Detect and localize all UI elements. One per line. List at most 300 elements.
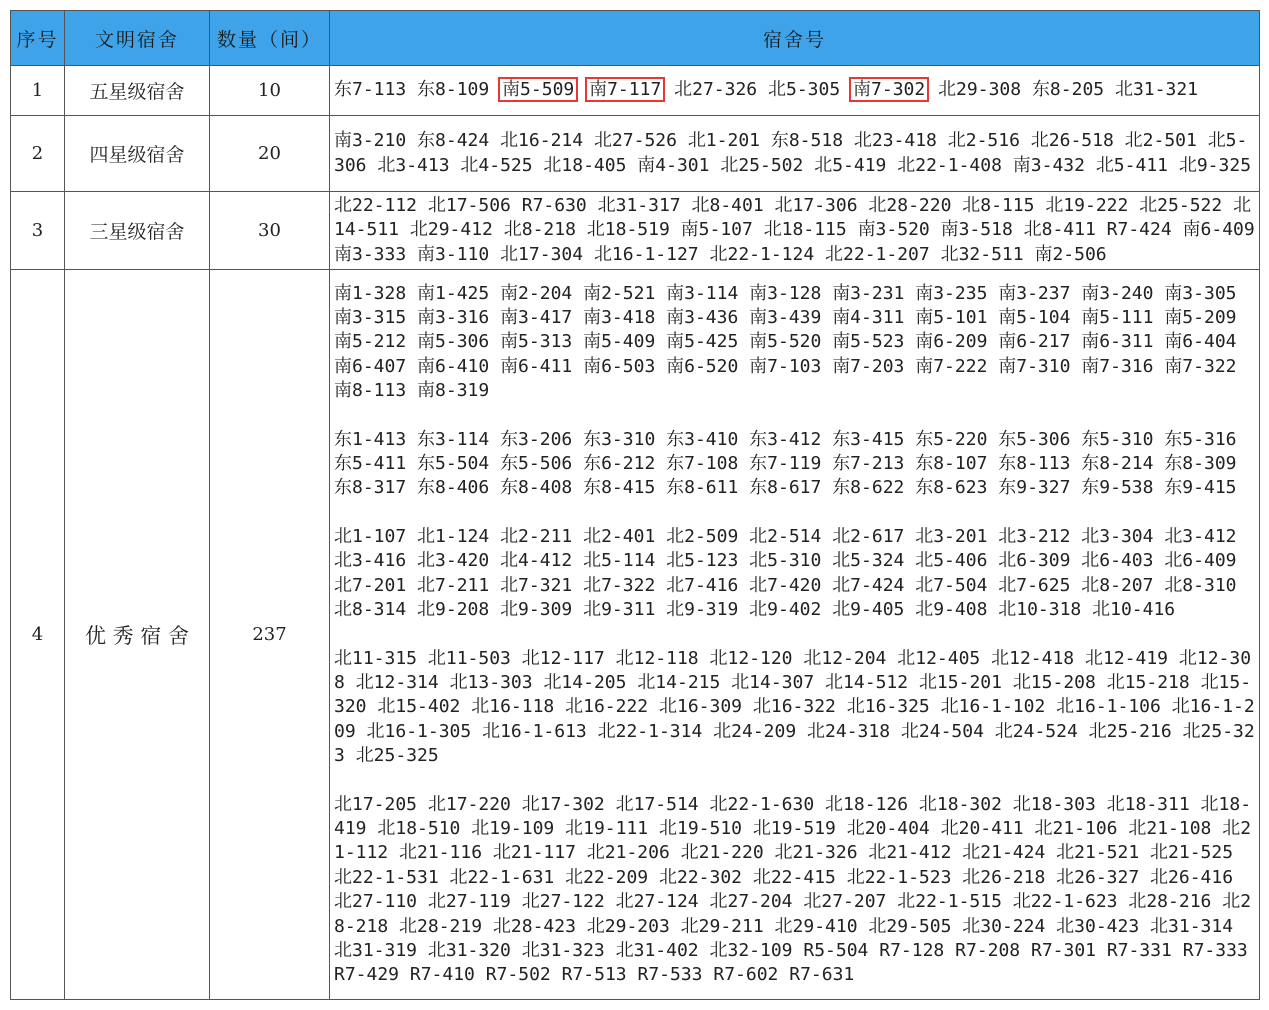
room-code: 北5-305: [768, 79, 841, 101]
room-code: 北22-1-207: [825, 243, 930, 265]
room-code: 北5-123: [666, 550, 739, 572]
room-code: 北20-404: [846, 817, 930, 839]
room-code: 南5-306: [417, 331, 490, 353]
room-code: 南5-212: [334, 331, 407, 353]
room-code: 北3-201: [915, 525, 988, 547]
room-code: 北14-512: [825, 671, 909, 693]
room-code: 南5-523: [832, 331, 905, 353]
room-code: 东8-205: [1031, 79, 1105, 101]
room-code: 南4-311: [832, 307, 905, 329]
room-code: 北25-216: [1088, 720, 1172, 742]
room-code: 北22-1-623: [1012, 891, 1118, 913]
room-code: 南4-301: [637, 154, 710, 176]
room-code: R7-631: [789, 964, 855, 986]
room-code: 东3-206: [500, 428, 573, 450]
room-code: 南6-503: [583, 355, 656, 377]
room-code: 北22-1-515: [897, 891, 1002, 913]
room-code: 北18-419: [334, 793, 1252, 839]
room-code: 北21-220: [680, 842, 764, 864]
room-code: 北8-310: [1164, 574, 1237, 596]
room-code: 北22-415: [752, 866, 836, 888]
room-code: 北28-423: [492, 915, 576, 937]
room-code: 北17-306: [774, 195, 858, 216]
room-code: 北17-302: [521, 793, 605, 815]
room-code: R7-630: [521, 195, 587, 216]
room-code: 南3-333: [334, 243, 407, 265]
room-code: 北20-411: [940, 817, 1024, 839]
room-code: R7-513: [561, 964, 627, 986]
room-code: 北1-201: [687, 130, 760, 152]
room-code: 北16-309: [658, 696, 743, 718]
room-code: 南3-520: [857, 219, 930, 241]
room-code: R7-410: [409, 964, 475, 986]
row-category: 五星级宿舍: [65, 66, 210, 116]
room-code: 北21-424: [962, 842, 1046, 864]
room-code: 北12-314: [355, 671, 439, 693]
room-code: R7-429: [334, 964, 400, 986]
room-code: 南3-316: [417, 307, 490, 329]
room-code: 北16-1-102: [940, 696, 1046, 718]
room-code: 北7-416: [666, 574, 739, 596]
room-code: R7-208: [955, 939, 1021, 961]
room-code: 南7-103: [749, 355, 822, 377]
room-code: 北28-220: [868, 195, 952, 216]
room-code: 南5-409: [583, 331, 656, 353]
room-code: 东7-213: [832, 453, 905, 475]
room-code: 北27-526: [593, 130, 677, 152]
room-code: 北22-112: [334, 195, 418, 216]
room-code: 南6-209: [915, 331, 988, 353]
room-code: 北7-321: [500, 574, 573, 596]
room-code: 北16-322: [752, 696, 836, 718]
room-code: 北3-416: [334, 550, 407, 572]
room-code: 北27-124: [615, 891, 699, 913]
room-code: 北7-420: [749, 574, 822, 596]
room-code: 北24-524: [994, 720, 1078, 742]
table-row: [11, 66, 1260, 116]
room-code: 北6-403: [1081, 550, 1154, 572]
room-code: 北27-119: [427, 891, 511, 913]
room-code: 南3-432: [1012, 154, 1085, 176]
room-code: 南3-240: [1081, 282, 1154, 304]
room-code: 北17-514: [615, 793, 699, 815]
room-code: 北17-220: [427, 793, 511, 815]
room-code: 北8-411: [1023, 219, 1096, 241]
room-code: 东3-114: [417, 428, 490, 450]
room-code: 东5-316: [1164, 428, 1237, 450]
room-code: 北11-315: [334, 647, 418, 669]
room-code: 北2-617: [832, 525, 905, 547]
room-code: 东5-220: [915, 428, 988, 450]
room-code: 东7-113: [334, 79, 407, 101]
room-code: 南5-107: [680, 219, 753, 241]
room-code: 北27-204: [709, 891, 793, 913]
room-code: 北21-108: [1128, 817, 1212, 839]
room-code: 北8-115: [962, 195, 1035, 216]
room-code: 北16-1-613: [482, 720, 587, 742]
room-code: 北32-511: [940, 243, 1024, 265]
room-code: 南2-521: [583, 282, 656, 304]
room-code: 北15-402: [377, 696, 461, 718]
room-code: 南3-418: [583, 307, 656, 329]
room-code: 北16-1-106: [1056, 696, 1161, 718]
room-code: 北5-324: [832, 550, 905, 572]
room-code: 东8-214: [1081, 453, 1154, 475]
room-code: 北19-111: [565, 817, 649, 839]
room-code: 北18-126: [825, 793, 909, 815]
room-code: 南3-436: [666, 307, 739, 329]
room-code: 北12-419: [1085, 647, 1169, 669]
room-code: 北16-1-127: [593, 243, 699, 265]
room-code: 北31-314: [1150, 915, 1234, 937]
room-code: 北27-326: [674, 79, 758, 101]
room-group: [334, 78, 1255, 102]
room-code: 北12-308: [334, 647, 1252, 693]
room-code: 南3-210: [334, 130, 407, 152]
room-code: 北29-211: [680, 915, 764, 937]
room-code: 南3-439: [749, 307, 822, 329]
room-code: 北2-514: [749, 525, 822, 547]
room-code: 南3-231: [832, 282, 905, 304]
room-code: 北18-405: [543, 154, 627, 176]
room-code: 东9-415: [1164, 477, 1237, 499]
room-code: 北21-117: [492, 842, 576, 864]
room-code: 北1-124: [417, 525, 490, 547]
dormitory-table: [10, 10, 1260, 1000]
room-code: 北12-118: [615, 647, 699, 669]
room-code: 北24-209: [713, 720, 797, 742]
room-code: 北7-201: [334, 574, 407, 596]
room-code: 东8-408: [500, 477, 573, 499]
room-code: 北22-1-523: [846, 866, 952, 888]
room-code: R7-301: [1031, 939, 1097, 961]
room-code: 北2-501: [1124, 130, 1197, 152]
room-code: 北21-326: [774, 842, 858, 864]
room-code: 北3-212: [998, 525, 1071, 547]
room-code: 东5-411: [334, 453, 407, 475]
room-code: 南6-407: [334, 355, 407, 377]
table-row: [11, 116, 1260, 192]
room-code: 北7-424: [832, 574, 905, 596]
room-code: 北18-302: [918, 793, 1002, 815]
room-code: 北21-525: [1150, 842, 1234, 864]
room-code: 南2-204: [500, 282, 573, 304]
header-row: [11, 11, 1260, 66]
room-code: 北29-203: [586, 915, 670, 937]
room-code: 北7-504: [915, 574, 988, 596]
room-code: 南7-322: [1164, 355, 1237, 377]
room-code: 南1-425: [417, 282, 490, 304]
table-row: [11, 270, 1260, 1000]
room-code: 东3-412: [749, 428, 822, 450]
room-code: 北21-521: [1056, 842, 1140, 864]
room-code: 南7-310: [998, 355, 1071, 377]
room-code: 北26-218: [962, 866, 1046, 888]
room-code: 北2-509: [666, 525, 739, 547]
room-code: 南5-209: [1164, 307, 1237, 329]
highlighted-room: 南7-302: [853, 79, 926, 101]
room-code: 南3-114: [666, 282, 739, 304]
room-code: 北15-208: [1012, 671, 1096, 693]
room-code: 东8-406: [417, 477, 490, 499]
room-code: 北16-1-209: [334, 696, 1255, 742]
room-code: 北5-406: [915, 550, 988, 572]
room-code: 北31-402: [615, 939, 699, 961]
room-code: 北31-321: [1114, 79, 1198, 101]
room-code: 北8-207: [1081, 574, 1154, 596]
room-code: 北4-525: [460, 154, 533, 176]
room-code: 北23-418: [853, 130, 937, 152]
room-code: 北16-214: [500, 130, 584, 152]
room-code: 南3-235: [915, 282, 988, 304]
room-code: 南6-409: [1182, 219, 1255, 241]
room-code: 北19-222: [1045, 195, 1129, 216]
room-code: 北3-413: [377, 154, 450, 176]
room-code: 南7-316: [1081, 355, 1154, 377]
room-code: R7-333: [1182, 939, 1248, 961]
row-category: 四星级宿舍: [65, 116, 210, 192]
room-code: 北9-208: [417, 599, 490, 621]
room-code: 北17-506: [427, 195, 511, 216]
room-code: 东8-518: [770, 130, 844, 152]
room-code: 东8-611: [666, 477, 739, 499]
room-code: 南3-305: [1164, 282, 1237, 304]
room-code: 北19-510: [658, 817, 743, 839]
room-code: 北26-416: [1150, 866, 1234, 888]
room-code: 北15-201: [918, 671, 1002, 693]
room-code: 北21-206: [586, 842, 670, 864]
room-code: 北22-1-408: [897, 154, 1002, 176]
room-code: 北18-303: [1012, 793, 1096, 815]
room-code: 南5-520: [749, 331, 822, 353]
room-code: 南6-217: [998, 331, 1071, 353]
room-code: 东7-119: [749, 453, 822, 475]
room-code: 北22-1-631: [449, 866, 555, 888]
room-code: 北18-115: [763, 219, 847, 241]
room-code: R7-424: [1106, 219, 1172, 241]
room-code: 南3-128: [749, 282, 822, 304]
room-code: 北9-311: [583, 599, 656, 621]
row-category: 三星级宿舍: [65, 192, 210, 270]
room-code: 北9-319: [666, 599, 739, 621]
row-category: 优 秀 宿 舍: [65, 270, 210, 1000]
row-no: 1: [11, 66, 65, 116]
room-group: [334, 793, 1255, 988]
room-code: 北17-304: [500, 243, 584, 265]
room-code: 北25-325: [355, 745, 439, 767]
room-code: 北12-405: [897, 647, 981, 669]
room-code: 东5-504: [417, 453, 490, 475]
room-code: 北22-209: [565, 866, 649, 888]
room-code: 北2-211: [500, 525, 573, 547]
table-row: [11, 192, 1260, 270]
row-count: 30: [210, 192, 330, 270]
room-code: 北5-310: [749, 550, 822, 572]
room-code: 北22-1-314: [597, 720, 703, 742]
room-code: 东8-109: [417, 79, 490, 101]
room-code: 北12-418: [991, 647, 1075, 669]
room-code: 北30-224: [962, 915, 1046, 937]
room-code: 南7-222: [915, 355, 988, 377]
room-code: 南3-110: [417, 243, 490, 265]
room-code: 南3-315: [334, 307, 407, 329]
room-group: [334, 525, 1255, 623]
room-code: 北29-410: [774, 915, 858, 937]
room-code: 北31-323: [521, 939, 605, 961]
room-code: 北11-503: [427, 647, 511, 669]
room-code: 北14-511: [334, 195, 1252, 241]
room-code: 南3-518: [940, 219, 1013, 241]
room-code: 东1-413: [334, 428, 407, 450]
room-code: 北18-311: [1106, 793, 1190, 815]
room-code: 北25-323: [334, 720, 1255, 767]
room-code: 北31-319: [334, 939, 418, 961]
room-code: R7-128: [879, 939, 945, 961]
room-code: 东3-310: [583, 428, 656, 450]
room-code: 北17-205: [334, 793, 418, 815]
highlighted-room: 南7-117: [589, 79, 662, 101]
room-code: 北28-218: [334, 891, 1252, 937]
room-code: 北6-309: [998, 550, 1071, 572]
room-code: 东8-617: [749, 477, 822, 499]
room-code: 北9-325: [1178, 154, 1252, 176]
room-group: [334, 194, 1255, 267]
room-group: [334, 647, 1255, 769]
room-code: 北21-112: [334, 817, 1252, 864]
room-list: [330, 192, 1260, 270]
room-code: 北18-510: [377, 817, 461, 839]
room-code: 北5-114: [583, 550, 656, 572]
room-list: [330, 270, 1260, 1000]
room-code: 南6-411: [500, 355, 573, 377]
row-no: 4: [11, 270, 65, 1000]
room-code: 东8-107: [915, 453, 988, 475]
room-code: 北26-518: [1030, 130, 1114, 152]
room-code: 北10-318: [998, 599, 1082, 621]
room-code: 北21-116: [399, 842, 483, 864]
room-code: 北9-408: [915, 599, 988, 621]
room-code: 东9-327: [998, 477, 1071, 499]
room-code: 北25-522: [1139, 195, 1223, 216]
room-code: 北19-519: [752, 817, 836, 839]
room-code: 北22-1-531: [334, 866, 439, 888]
room-code: 东8-317: [334, 477, 407, 499]
room-code: 北26-327: [1056, 866, 1140, 888]
room-code: 南3-237: [998, 282, 1071, 304]
room-code: 北29-505: [868, 915, 952, 937]
room-list: [330, 66, 1260, 116]
room-code: 北14-205: [543, 671, 627, 693]
room-code: 南5-313: [500, 331, 573, 353]
room-code: 北31-320: [427, 939, 511, 961]
room-code: 北15-218: [1106, 671, 1190, 693]
room-group: [334, 129, 1255, 178]
room-code: 北24-504: [900, 720, 984, 742]
room-code: 南5-111: [1081, 307, 1154, 329]
room-code: 北8-401: [691, 195, 764, 216]
room-code: 北16-325: [846, 696, 930, 718]
room-code: 北2-401: [583, 525, 656, 547]
room-code: 东8-623: [915, 477, 988, 499]
room-code: R5-504: [803, 939, 869, 961]
room-code: 北31-317: [597, 195, 681, 216]
room-code: 北21-412: [868, 842, 952, 864]
room-code: 南6-520: [666, 355, 739, 377]
room-code: 北9-309: [500, 599, 573, 621]
room-code: 北16-118: [471, 696, 555, 718]
room-code: 北10-416: [1092, 599, 1176, 621]
room-code: 东8-113: [998, 453, 1071, 475]
room-code: 北8-314: [334, 599, 407, 621]
room-code: 北27-110: [334, 891, 418, 913]
room-code: 北1-107: [334, 525, 407, 547]
header-no: 序号: [11, 11, 65, 66]
room-code: 北27-207: [803, 891, 887, 913]
room-code: 东9-538: [1081, 477, 1154, 499]
room-code: 北7-322: [583, 574, 656, 596]
room-code: 北3-304: [1081, 525, 1154, 547]
room-code: 北29-412: [409, 219, 493, 241]
room-code: 北6-409: [1164, 550, 1237, 572]
header-rooms: 宿舍号: [330, 11, 1260, 66]
room-code: 北2-516: [947, 130, 1020, 152]
room-code: 北9-402: [749, 599, 822, 621]
room-code: 北30-423: [1056, 915, 1140, 937]
room-code: 北12-120: [709, 647, 793, 669]
room-code: 东3-410: [666, 428, 739, 450]
room-list: [330, 116, 1260, 192]
room-code: 南5-104: [998, 307, 1071, 329]
room-code: 南6-410: [417, 355, 490, 377]
room-code: 东6-212: [583, 453, 656, 475]
room-code: 南6-404: [1164, 331, 1237, 353]
room-code: 南3-417: [500, 307, 573, 329]
room-code: 北14-215: [637, 671, 721, 693]
room-code: 南5-425: [666, 331, 739, 353]
room-code: 北7-211: [417, 574, 490, 596]
room-code: 南5-101: [915, 307, 988, 329]
room-code: 北19-109: [471, 817, 555, 839]
room-code: 东5-306: [998, 428, 1071, 450]
room-code: 北22-1-124: [709, 243, 815, 265]
room-group: [334, 282, 1255, 404]
room-code: 南8-319: [417, 380, 490, 402]
room-code: 北4-412: [500, 550, 573, 572]
row-no: 2: [11, 116, 65, 192]
room-code: 北3-412: [1164, 525, 1237, 547]
room-code: R7-602: [713, 964, 779, 986]
room-code: 东7-108: [666, 453, 739, 475]
room-code: 北16-222: [565, 696, 649, 718]
room-code: 北22-1-630: [709, 793, 815, 815]
room-code: 北18-519: [586, 219, 670, 241]
room-code: 北28-216: [1128, 891, 1212, 913]
room-code: 北15-320: [334, 671, 1252, 718]
room-code: 北5-419: [814, 154, 887, 176]
row-no: 3: [11, 192, 65, 270]
room-code: 东8-622: [832, 477, 905, 499]
room-code: 南6-311: [1081, 331, 1154, 353]
row-count: 20: [210, 116, 330, 192]
room-code: 北16-1-305: [366, 720, 472, 742]
room-code: 北12-117: [521, 647, 605, 669]
room-code: 北14-307: [731, 671, 815, 693]
room-code: R7-331: [1106, 939, 1172, 961]
room-code: 东3-415: [832, 428, 905, 450]
room-code: 北25-502: [720, 154, 804, 176]
room-code: 南7-203: [832, 355, 905, 377]
room-code: 北21-106: [1034, 817, 1118, 839]
